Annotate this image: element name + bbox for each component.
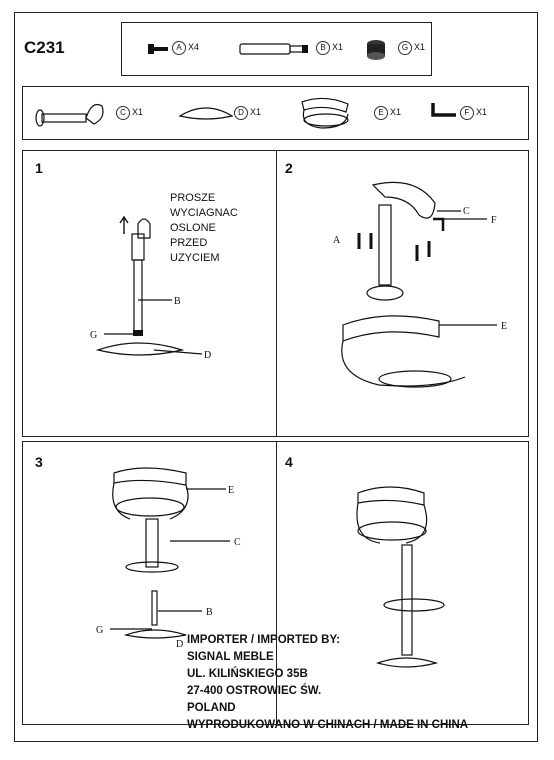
svg-text:B: B xyxy=(174,296,181,307)
model-code: C231 xyxy=(24,38,65,57)
svg-text:E: E xyxy=(228,485,235,496)
svg-text:G: G xyxy=(96,625,104,636)
allen-key-icon xyxy=(430,101,460,119)
part-c-label: C X1 xyxy=(116,106,143,120)
part-e-label: E X1 xyxy=(374,106,401,120)
svg-text:D: D xyxy=(176,639,184,650)
part-b-label: B X1 xyxy=(316,41,343,55)
step-1-number: 1 xyxy=(35,160,43,176)
seat-icon xyxy=(296,96,354,132)
svg-text:B: B xyxy=(206,607,213,618)
svg-text:D: D xyxy=(204,350,212,361)
svg-text:G: G xyxy=(90,330,98,341)
part-a-label: A X4 xyxy=(172,41,199,55)
step-3-diagram xyxy=(90,463,260,650)
svg-text:C: C xyxy=(463,206,470,217)
step-1-note: PROSZE WYCIAGNAC OSLONE PRZED UZYCIEM xyxy=(170,192,238,264)
footrest-icon xyxy=(34,98,106,130)
step-1-diagram xyxy=(80,210,230,370)
step-2-number: 2 xyxy=(285,160,293,176)
importer-info: IMPORTER / IMPORTED BY: SIGNAL MEBLE UL. KILIŃSKIEGO 35B 27-400 OSTROWIEC ŚW. POLAND WYPRODUKOWANO W CHINACH / MADE IN CHINA xyxy=(187,634,469,731)
svg-text:F: F xyxy=(491,215,497,226)
svg-text:C: C xyxy=(234,537,241,548)
step-2-diagram xyxy=(325,175,525,400)
part-d-label: D X1 xyxy=(234,106,261,120)
svg-text:A: A xyxy=(333,235,341,246)
cap-icon xyxy=(364,38,388,62)
step-3-number: 3 xyxy=(35,454,43,470)
base-icon xyxy=(178,102,234,124)
part-f-label: F X1 xyxy=(460,106,487,120)
gas-lift-icon xyxy=(240,42,310,56)
part-g-label: G X1 xyxy=(398,41,425,55)
screw-icon xyxy=(148,42,172,56)
step-4-number: 4 xyxy=(285,454,293,470)
svg-text:E: E xyxy=(501,321,508,332)
